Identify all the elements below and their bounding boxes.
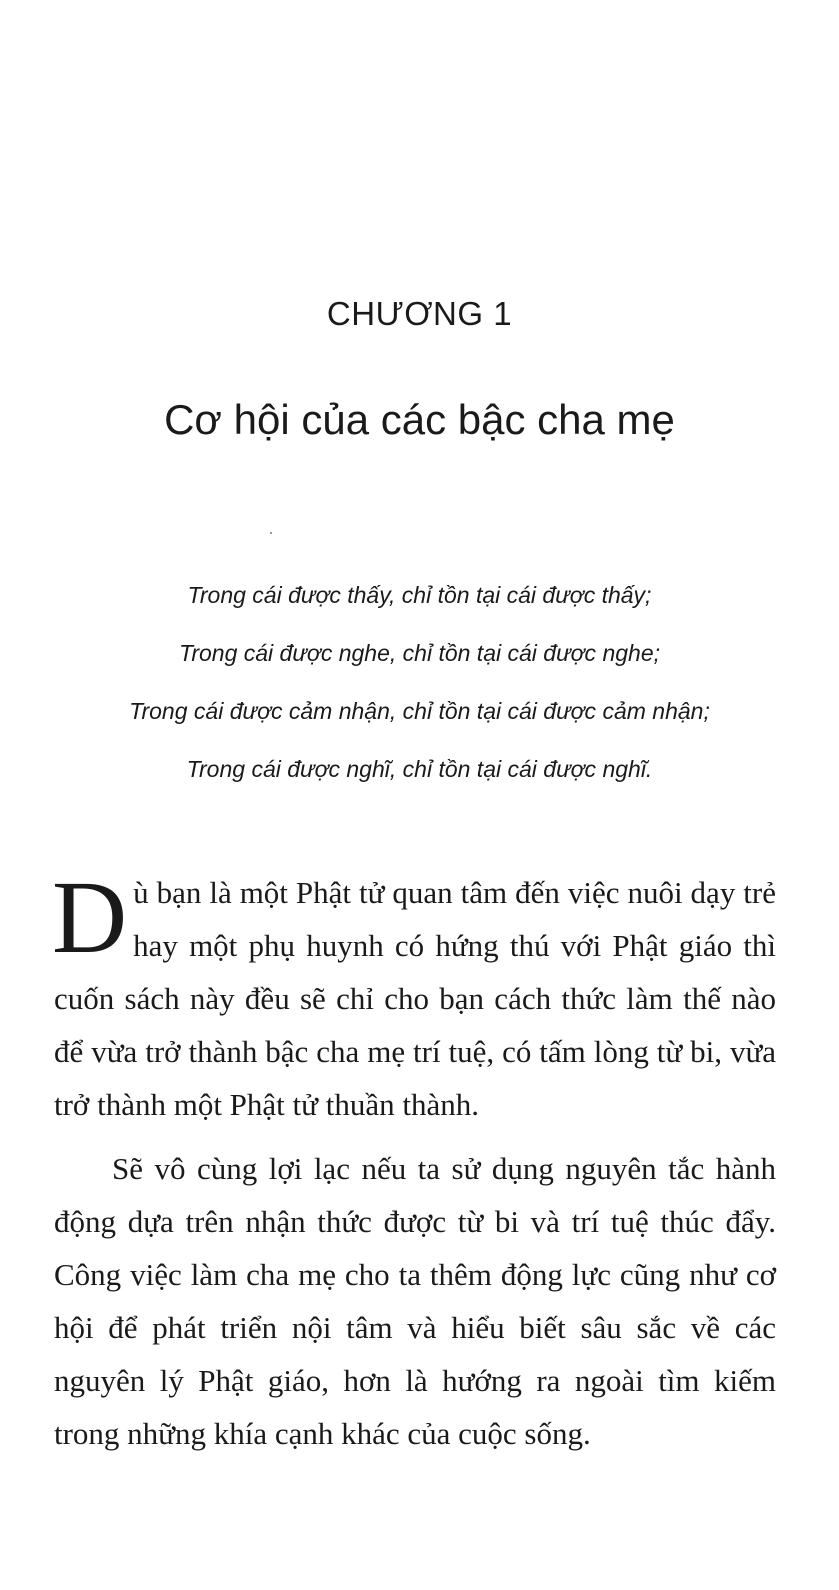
epigraph-line: Trong cái được nghe, chỉ tồn tại cái được nghe; [178,640,660,666]
paragraph-1-text: ù bạn là một Phật tử quan tâm đến việc nuôi dạy trẻ hay một phụ huynh có hứng thú với Phật giáo thì cuốn sách này đều sẽ chỉ cho bạn cách thức làm thế nào để vừa trở thành bậc cha mẹ trí tuệ, có tấm lòng từ bi, vừa trở thành một Phật tử thuần thành. [54,875,776,1122]
epigraph-line: Trong cái được thấy, chỉ tồn tại cái được thấy; [187,582,652,608]
chapter-title: Cơ hội của các bậc cha mẹ [164,396,675,443]
chapter-label: CHƯƠNG 1 [326,295,513,332]
epigraph-line: Trong cái được nghĩ, chỉ tồn tại cái được nghĩ. [186,756,653,782]
epigraph-line: Trong cái được cảm nhận, chỉ tồn tại cái được cảm nhận; [129,698,710,724]
drop-cap: D [52,860,128,975]
body-paragraph-2: Sẽ vô cùng lợi lạc nếu ta sử dụng nguyên tắc hành động dựa trên nhận thức được từ bi và trí tuệ thúc đẩy. Công việc làm cha mẹ cho ta thêm động lực cũng như cơ hội để phát triển nội tâm và hiểu biết sâu sắc về các nguyên lý Phật giáo, hơn là hướng ra ngoài tìm kiếm trong những khía cạnh khác của cuộc sống. [54,1151,776,1451]
body-paragraph-1 [52,860,776,1131]
print-speck [270,532,272,534]
epigraph [0,566,839,798]
